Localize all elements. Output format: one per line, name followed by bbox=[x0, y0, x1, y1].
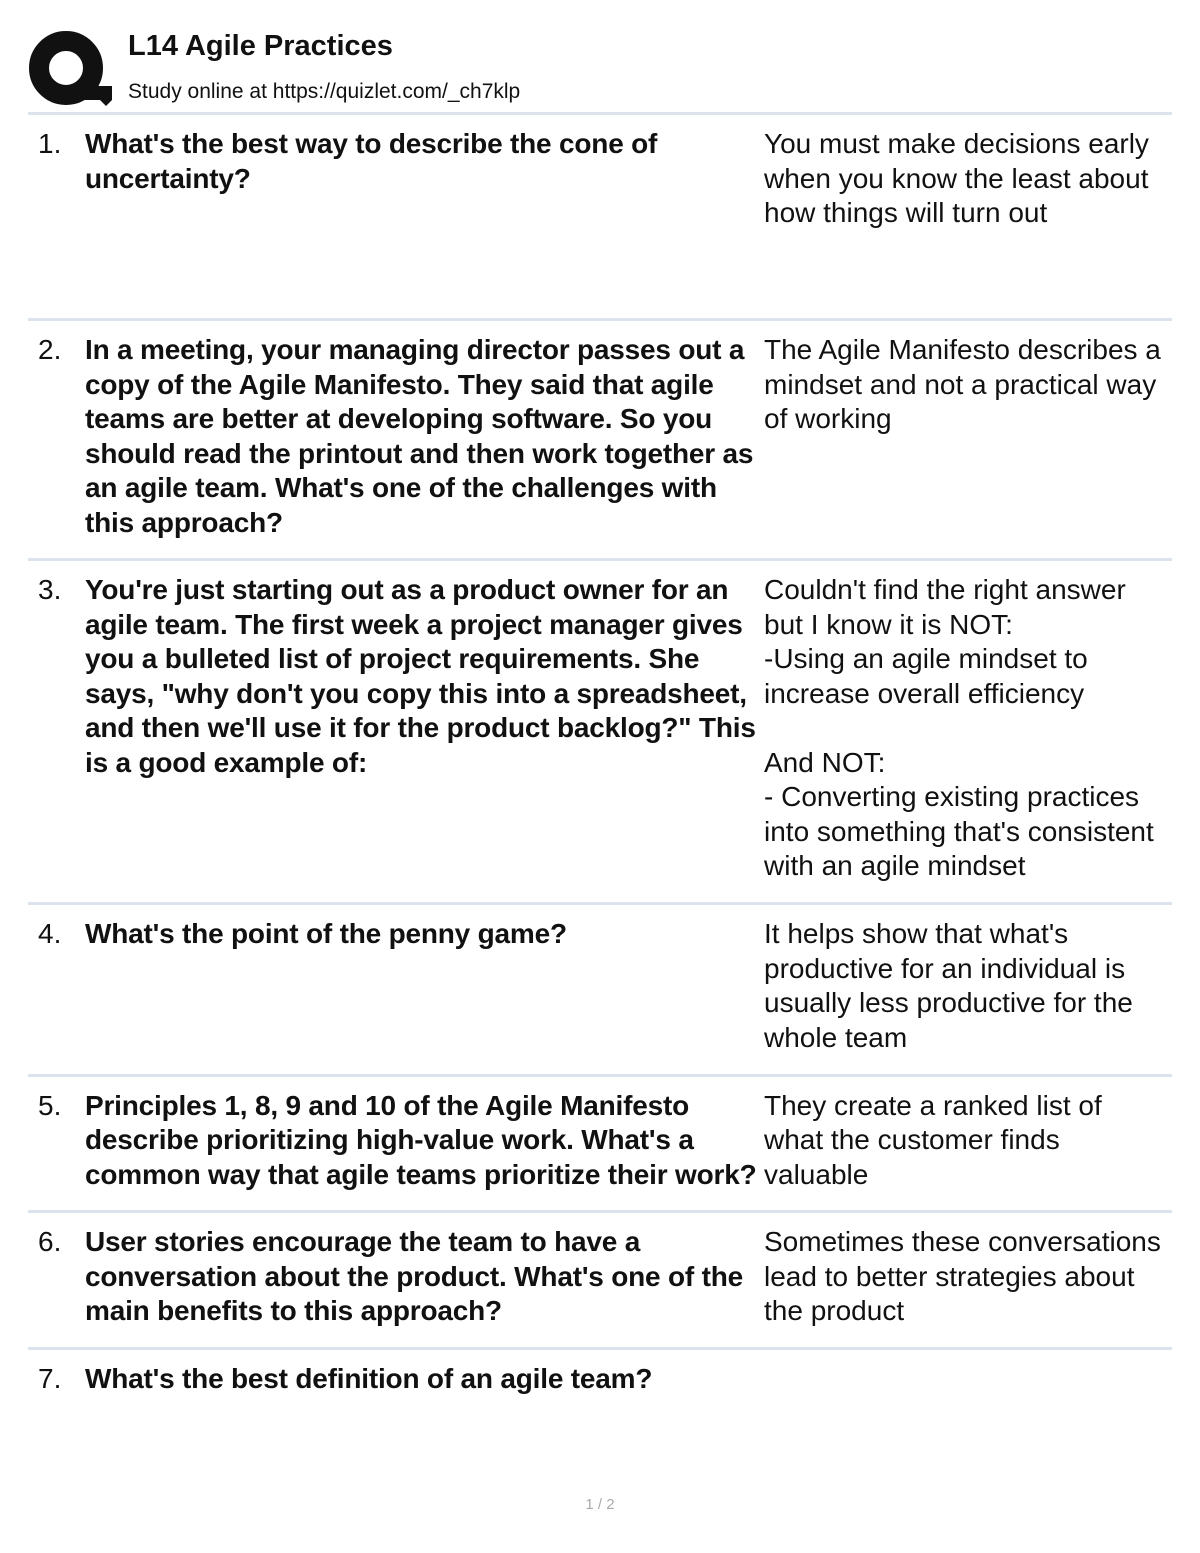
card-definition: Couldn't find the right answer but I know it is NOT: -Using an agile mindset to increase overall efficiency And NOT: - Converting existing practices into something that's consistent with an agile mindset bbox=[764, 574, 1154, 881]
flashcard-3 bbox=[28, 558, 1172, 902]
card-term: You're just starting out as a product owner for an agile team. The first week a project manager gives you a bulleted list of project requirements. She says, "why don't you copy this into a spreadsheet, and then we'll use it for the product backlog?" This is a good example of: bbox=[85, 574, 756, 778]
flashcard-7 bbox=[28, 1347, 1172, 1415]
flashcard-1 bbox=[28, 112, 1172, 318]
card-number: 1. bbox=[38, 128, 62, 159]
card-definition: Sometimes these conversations lead to better strategies about the product bbox=[764, 1226, 1161, 1326]
flashcard-4 bbox=[28, 902, 1172, 1074]
card-number: 7. bbox=[38, 1362, 62, 1394]
card-term: What's the best definition of an agile team? bbox=[85, 1362, 653, 1394]
page-indicator: 1 / 2 bbox=[585, 1496, 615, 1513]
card-term: Principles 1, 8, 9 and 10 of the Agile Manifesto describe prioritizing high-value work. What's a common way that agile teams prioritize their work? bbox=[85, 1089, 757, 1190]
flashcard-list bbox=[28, 112, 1172, 1414]
card-number: 2. bbox=[38, 334, 62, 365]
card-number: 3. bbox=[38, 574, 62, 605]
quizlet-logo-icon bbox=[28, 28, 112, 112]
card-number: 6. bbox=[38, 1226, 62, 1257]
page-header bbox=[28, 28, 1172, 112]
card-definition: You must make decisions early when you know the least about how things will turn out bbox=[764, 128, 1149, 228]
card-term: What's the best way to describe the cone of uncertainty? bbox=[85, 128, 658, 194]
page-title: L14 Agile Practices bbox=[128, 30, 393, 62]
card-number: 5. bbox=[38, 1089, 62, 1121]
card-term: What's the point of the penny game? bbox=[85, 918, 567, 949]
flashcard-6 bbox=[28, 1210, 1172, 1347]
card-term: In a meeting, your managing director passes out a copy of the Agile Manifesto. They said that agile teams are better at developing software. So you should read the printout and then work together as an agile team. What's one of the challenges with this approach? bbox=[85, 334, 754, 538]
card-definition: They create a ranked list of what the customer finds valuable bbox=[764, 1089, 1102, 1190]
card-term: User stories encourage the team to have a conversation about the product. What's one of the main benefits to this approach? bbox=[85, 1226, 743, 1326]
flashcard-5 bbox=[28, 1074, 1172, 1211]
card-definition: The Agile Manifesto describes a mindset and not a practical way of working bbox=[764, 334, 1161, 434]
card-number: 4. bbox=[38, 918, 62, 949]
card-definition: It helps show that what's productive for an individual is usually less productive for the whole team bbox=[764, 918, 1133, 1053]
flashcard-2 bbox=[28, 318, 1172, 558]
study-link-text: Study online at https://quizlet.com/_ch7klp bbox=[128, 80, 521, 103]
